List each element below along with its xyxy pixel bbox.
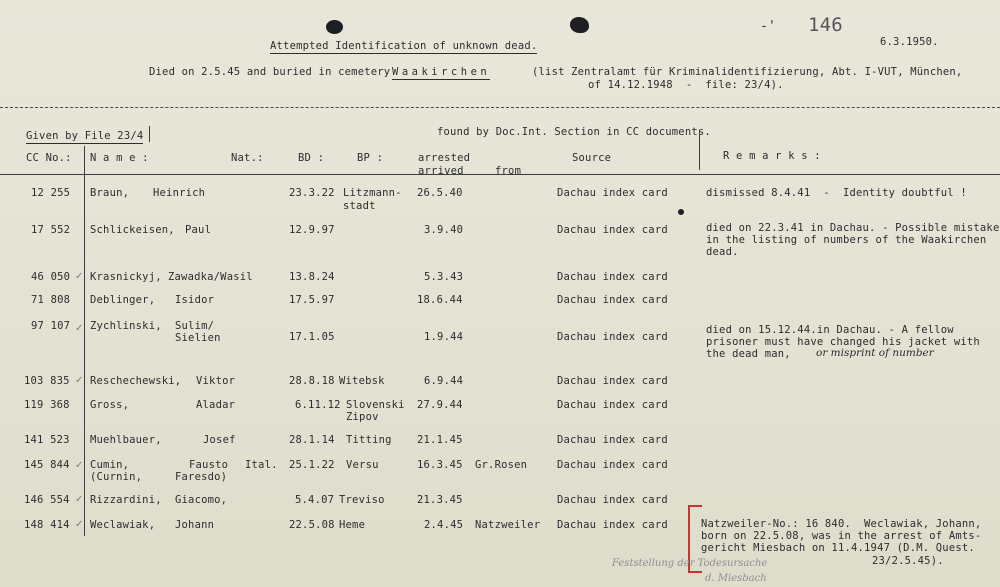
remark-line: the dead man,: [706, 348, 791, 360]
given-name: Isidor: [175, 294, 215, 306]
col-nat: Nat.:: [231, 152, 264, 164]
given-name: Zawadka/Wasil: [168, 271, 253, 283]
col-bp: BP :: [357, 152, 384, 164]
remark-line: Natzweiler-No.: 16 840. Weclawiak, Johann,: [701, 518, 982, 530]
check-mark: ✓: [75, 494, 84, 505]
remark-line: born on 22.5.08, was in the arrest of Amts-: [701, 530, 982, 542]
given-name: Paul: [185, 224, 212, 236]
surname: Reschechewski,: [90, 375, 182, 387]
ink-dot: [678, 209, 684, 215]
birth-date: 5.4.07: [295, 494, 335, 506]
given-name-2: Faresdo): [175, 471, 228, 483]
document-title: Attempted Identification of unknown dead.: [270, 40, 538, 52]
document-date: 6.3.1950.: [880, 36, 939, 48]
birth-place: Titting: [346, 434, 392, 446]
handwritten-note-1: Feststellung der Todesursache: [612, 558, 768, 569]
col-bd: BD :: [298, 152, 325, 164]
from-camp: Gr.Rosen: [475, 459, 528, 471]
col-remarks: R e m a r k s :: [723, 150, 821, 162]
col-name: N a m e :: [90, 152, 149, 164]
given-by-tick: [149, 126, 150, 142]
header-divider: [0, 107, 1000, 108]
col-cc-no: CC No.:: [26, 152, 72, 164]
remark-line: died on 22.3.41 in Dachau. - Possible mistake: [706, 222, 1000, 234]
cc-number: 145 844: [24, 459, 70, 471]
source: Dachau index card: [557, 434, 668, 446]
cc-number: 46 050: [31, 271, 71, 283]
page-number: 146: [808, 14, 843, 36]
source: Dachau index card: [557, 494, 668, 506]
birth-place: Slovenski: [346, 399, 405, 411]
remark-line: gericht Miesbach on 11.4.1947 (D.M. Quest.: [701, 542, 975, 554]
given-name: Josef: [203, 434, 236, 446]
cc-number: 97 107: [31, 320, 71, 332]
birth-date: 28.8.18: [289, 375, 335, 387]
list-reference-2: of 14.12.1948 - file: 23/4).: [588, 79, 784, 91]
surname: Krasnickyj,: [90, 271, 162, 283]
check-mark: ✓: [75, 323, 84, 334]
source: Dachau index card: [557, 224, 668, 236]
from-camp: Natzweiler: [475, 519, 541, 531]
cc-number: 148 414: [24, 519, 70, 531]
nationality: Ital.: [245, 459, 278, 471]
remarks-column-divider: [699, 130, 700, 170]
list-reference-1: (list Zentralamt für Kriminalidentifizierung, Abt. I-VUT, München,: [532, 66, 963, 78]
source: Dachau index card: [557, 294, 668, 306]
check-mark: ✓: [75, 460, 84, 471]
cc-number: 141 523: [24, 434, 70, 446]
birth-place: Heme: [339, 519, 366, 531]
check-mark: ✓: [75, 271, 84, 282]
ink-blot: [570, 17, 589, 33]
arrived-date: 21.3.45: [417, 494, 463, 506]
given-name: Giacomo,: [175, 494, 228, 506]
birth-place: Witebsk: [339, 375, 385, 387]
cc-number: 12 255: [31, 187, 71, 199]
handwritten-remark: or misprint of number: [816, 347, 934, 359]
birth-place: Versu: [346, 459, 379, 471]
surname: Cumin,: [90, 459, 130, 471]
remark-line: dismissed 8.4.41 - Identity doubtful !: [706, 187, 967, 199]
birth-date: 23.3.22: [289, 187, 335, 199]
source: Dachau index card: [557, 187, 668, 199]
remark-line: died on 15.12.44.in Dachau. - A fellow: [706, 324, 954, 336]
given-name: Aladar: [196, 399, 236, 411]
cemetery-name: Waakirchen: [392, 66, 491, 78]
arrived-date: 2.4.45: [424, 519, 464, 531]
arrived-date: 16.3.45: [417, 459, 463, 471]
birth-date: 13.8.24: [289, 271, 335, 283]
birth-date: 17.5.97: [289, 294, 335, 306]
surname: Weclawiak,: [90, 519, 156, 531]
cc-number: 119 368: [24, 399, 70, 411]
remark-line: dead.: [706, 246, 739, 258]
birth-place-2: stadt: [343, 200, 376, 212]
surname: Zychlinski,: [90, 320, 162, 332]
surname: Muehlbauer,: [90, 434, 162, 446]
ink-blot: [326, 20, 343, 34]
col-from: from: [495, 165, 522, 177]
birth-date: 12.9.97: [289, 224, 335, 236]
birth-date: 28.1.14: [289, 434, 335, 446]
cc-number: 17 552: [31, 224, 71, 236]
cc-column-divider: [84, 146, 85, 536]
source: Dachau index card: [557, 271, 668, 283]
cc-number: 103 835: [24, 375, 70, 387]
surname-2: (Curnin,: [90, 471, 143, 483]
source: Dachau index card: [557, 459, 668, 471]
arrived-date: 5.3.43: [424, 271, 464, 283]
birth-date: 17.1.05: [289, 331, 335, 343]
mark: -': [760, 19, 777, 34]
birth-place-2: Zipov: [346, 411, 379, 423]
remark-line: 23/2.5.45).: [872, 555, 944, 567]
cc-number: 146 554: [24, 494, 70, 506]
birth-date: 22.5.08: [289, 519, 335, 531]
source: Dachau index card: [557, 375, 668, 387]
given-name: Heinrich: [153, 187, 206, 199]
birth-date: 25.1.22: [289, 459, 335, 471]
col-source: Source: [572, 152, 612, 164]
given-name: Viktor: [196, 375, 236, 387]
arrived-date: 18.6.44: [417, 294, 463, 306]
surname: Deblinger,: [90, 294, 156, 306]
remark-line: prisoner must have changed his jacket with: [706, 336, 980, 348]
col-arrested: arrested: [418, 152, 471, 164]
arrived-date: 21.1.45: [417, 434, 463, 446]
given-name-2: Sielien: [175, 332, 221, 344]
arrived-date: 3.9.40: [424, 224, 464, 236]
birth-place: Litzmann-: [343, 187, 402, 199]
birth-place: Treviso: [339, 494, 385, 506]
birth-date: 6.11.12: [295, 399, 341, 411]
given-name: Sulim/: [175, 320, 215, 332]
handwritten-note-2: d. Miesbach: [705, 573, 767, 584]
table-header-rule: [0, 174, 1000, 175]
arrived-date: 1.9.44: [424, 331, 464, 343]
cc-number: 71 808: [31, 294, 71, 306]
surname: Gross,: [90, 399, 130, 411]
source: Dachau index card: [557, 399, 668, 411]
remark-line: in the listing of numbers of the Waakirchen: [706, 234, 987, 246]
col-arrived: arrived: [418, 165, 464, 177]
died-line: Died on 2.5.45 and buried in cemetery: [149, 66, 391, 78]
arrived-date: 6.9.44: [424, 375, 464, 387]
surname: Braun,: [90, 187, 130, 199]
given-name: Fausto: [189, 459, 229, 471]
surname: Schlickeisen,: [90, 224, 175, 236]
given-by: Given by File 23/4: [26, 130, 144, 142]
given-name: Johann: [175, 519, 215, 531]
surname: Rizzardini,: [90, 494, 162, 506]
source: Dachau index card: [557, 331, 668, 343]
arrived-date: 26.5.40: [417, 187, 463, 199]
check-mark: ✓: [75, 375, 84, 386]
source: Dachau index card: [557, 519, 668, 531]
found-by: found by Doc.Int. Section in CC documents.: [437, 126, 711, 138]
check-mark: ✓: [75, 519, 84, 530]
arrived-date: 27.9.44: [417, 399, 463, 411]
